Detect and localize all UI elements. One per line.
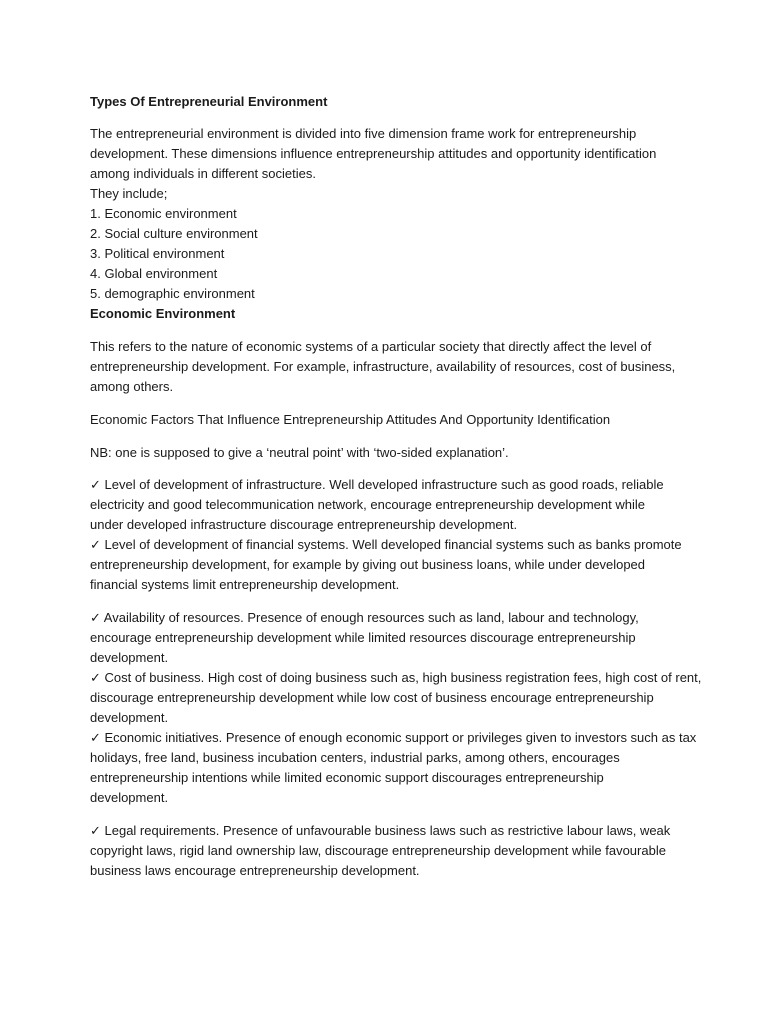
- factor-line: encourage entrepreneurship development while limited resources discourage entrepreneurship: [90, 630, 636, 645]
- factor-line: copyright laws, rigid land ownership law, discourage entrepreneurship development while favourable: [90, 843, 666, 858]
- paragraph-line: among others.: [90, 379, 174, 394]
- list-item: 5. demographic environment: [90, 286, 255, 301]
- section-heading: Economic Environment: [90, 306, 236, 321]
- factor-line: development.: [90, 710, 169, 725]
- intro-line: They include;: [90, 186, 168, 201]
- factor-line: development.: [90, 790, 169, 805]
- paragraph-line: This refers to the nature of economic systems of a particular society that directly affect the level of: [90, 339, 652, 354]
- factors-heading: Economic Factors That Influence Entrepreneurship Attitudes And Opportunity Identification: [90, 412, 611, 427]
- factor-line: entrepreneurship intentions while limited economic support discourages entrepreneurship: [90, 770, 604, 785]
- intro-line: development. These dimensions influence entrepreneurship attitudes and opportunity identification: [90, 146, 657, 161]
- list-item: 1. Economic environment: [90, 206, 237, 221]
- factor-line: ✓ Availability of resources. Presence of enough resources such as land, labour and technology,: [90, 610, 639, 625]
- document-title: Types Of Entrepreneurial Environment: [90, 94, 328, 109]
- factor-line: ✓ Level of development of infrastructure. Well developed infrastructure such as good roads, reliable: [90, 477, 664, 492]
- factor-line: electricity and good telecommunication network, encourage entrepreneurship development while: [90, 497, 645, 512]
- factor-line: holidays, free land, business incubation centers, industrial parks, among others, encourages: [90, 750, 620, 765]
- paragraph-line: entrepreneurship development. For example, infrastructure, availability of resources, cost of business,: [90, 359, 676, 374]
- intro-line: among individuals in different societies.: [90, 166, 316, 181]
- factor-line: entrepreneurship development, for example by giving out business loans, while under developed: [90, 557, 646, 572]
- factor-line: under developed infrastructure discourage entrepreneurship development.: [90, 517, 518, 532]
- list-item: 2. Social culture environment: [90, 226, 258, 241]
- list-item: 3. Political environment: [90, 246, 225, 261]
- factor-line: ✓ Economic initiatives. Presence of enough economic support or privileges given to investors such as tax: [90, 730, 697, 745]
- list-item: 4. Global environment: [90, 266, 218, 281]
- factor-line: discourage entrepreneurship development while low cost of business encourage entrepreneurship: [90, 690, 654, 705]
- factor-line: ✓ Cost of business. High cost of doing business such as, high business registration fees, high cost of rent,: [90, 670, 702, 685]
- intro-line: The entrepreneurial environment is divided into five dimension frame work for entrepreneurship: [90, 126, 637, 141]
- factor-line: development.: [90, 650, 169, 665]
- nb-note: NB: one is supposed to give a ‘neutral point’ with ‘two-sided explanation’.: [90, 445, 509, 460]
- factor-line: business laws encourage entrepreneurship development.: [90, 863, 420, 878]
- factor-line: ✓ Level of development of financial systems. Well developed financial systems such as banks promote: [90, 537, 682, 552]
- factor-line: financial systems limit entrepreneurship development.: [90, 577, 400, 592]
- factor-line: ✓ Legal requirements. Presence of unfavourable business laws such as restrictive labour laws, weak: [90, 823, 671, 838]
